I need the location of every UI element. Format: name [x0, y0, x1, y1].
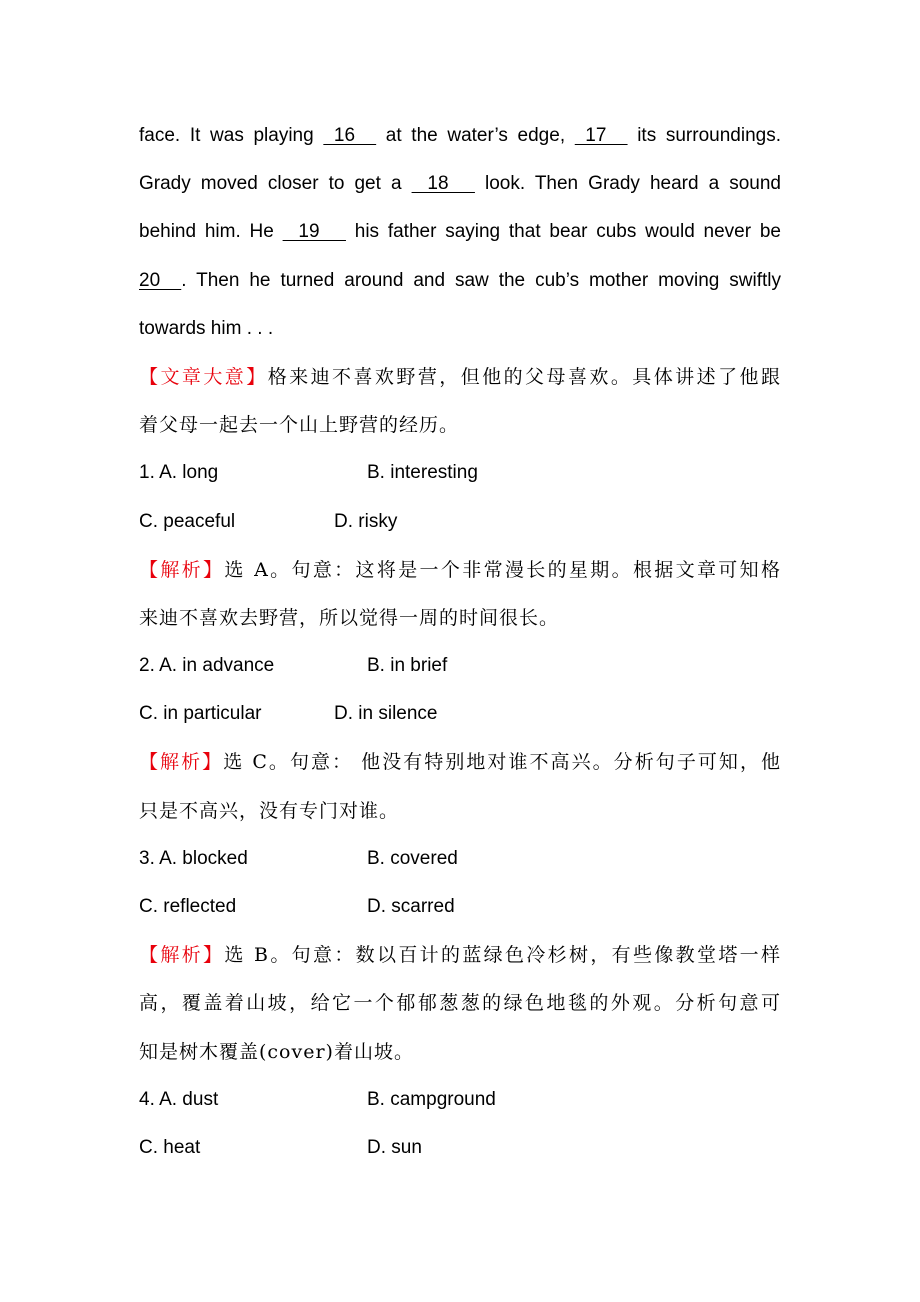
option-a: 4. A. dust	[139, 1088, 219, 1110]
text: behind him. He	[139, 221, 283, 243]
summary-label: 【文章大意】	[139, 365, 268, 388]
option-b: B. covered	[367, 847, 458, 869]
passage-line-3	[139, 208, 781, 256]
text: its surroundings.	[627, 125, 781, 146]
question-4-options-ab	[139, 1076, 781, 1124]
option-d: D. sun	[367, 1136, 422, 1158]
text: 选 A。句意：这将是一个非常漫长的星期。根据文章可知格	[224, 558, 781, 581]
option-b: B. in brief	[367, 655, 448, 677]
text: Grady moved closer to get a	[139, 173, 412, 195]
passage-line-1	[139, 112, 781, 160]
question-2-options-cd	[139, 690, 781, 738]
option-c: C. in particular	[139, 703, 262, 725]
passage-line-5: towards him . . .	[139, 317, 274, 339]
analysis-2-line-2: 只是不高兴，没有专门对谁。	[139, 799, 400, 822]
question-1-options-ab	[139, 449, 781, 497]
option-d: D. scarred	[367, 896, 455, 917]
analysis-1-line-2: 来迪不喜欢去野营，所以觉得一周的时间很长。	[139, 606, 560, 629]
text: look. Then Grady heard a sound	[474, 173, 781, 195]
text: at the water’s edge,	[376, 125, 575, 146]
analysis-2-line-1	[139, 738, 781, 786]
analysis-3-line-1	[139, 931, 781, 979]
option-c: C. peaceful	[139, 510, 236, 532]
blank-17: 17	[574, 125, 628, 146]
blank-20: 20	[139, 269, 182, 291]
option-a: 1. A. long	[139, 462, 219, 484]
text: 格来迪不喜欢野营，但他的父母喜欢。具体讲述了他跟	[267, 365, 781, 388]
text: . Then he turned around and saw the cub’s mother moving swiftly	[181, 269, 781, 291]
analysis-label: 【解析】	[139, 558, 225, 581]
blank-19: 19	[282, 221, 346, 243]
passage-line-4	[139, 257, 781, 305]
analysis-label: 【解析】	[139, 751, 224, 774]
question-4-options-cd	[139, 1124, 781, 1172]
option-b: B. interesting	[367, 462, 478, 484]
option-d: D. risky	[334, 510, 398, 532]
option-c: C. reflected	[139, 896, 237, 917]
option-b: B. campground	[367, 1088, 496, 1110]
option-c: C. heat	[139, 1136, 201, 1158]
document-page	[139, 112, 781, 1172]
passage-line-2	[139, 160, 781, 208]
analysis-3-line-3: 知是树木覆盖(cover)着山坡。	[139, 1040, 414, 1063]
option-a: 2. A. in advance	[139, 655, 275, 677]
summary-line-2: 着父母一起去一个山上野营的经历。	[139, 414, 460, 437]
question-3-options-cd	[139, 883, 781, 931]
text: 选 C。句意： 他没有特别地对谁不高兴。分析句子可知，他	[223, 751, 781, 774]
blank-18: 18	[411, 173, 475, 195]
question-3-options-ab	[139, 835, 781, 883]
option-d: D. in silence	[334, 703, 438, 725]
question-2-options-ab	[139, 642, 781, 690]
blank-16: 16	[323, 125, 377, 146]
analysis-3-line-2: 高，覆盖着山坡，给它一个郁郁葱葱的绿色地毯的外观。分析句意可	[139, 992, 781, 1015]
question-1-options-cd	[139, 498, 781, 546]
text: 选 B。句意：数以百计的蓝绿色冷杉树，有些像教堂塔一样	[224, 944, 781, 967]
analysis-1-line-1	[139, 546, 781, 594]
option-a: 3. A. blocked	[139, 847, 248, 869]
summary-line-1	[139, 353, 781, 401]
analysis-label: 【解析】	[139, 944, 225, 967]
text: his father saying that bear cubs would never be	[345, 221, 781, 243]
text: face. It was playing	[139, 125, 324, 146]
